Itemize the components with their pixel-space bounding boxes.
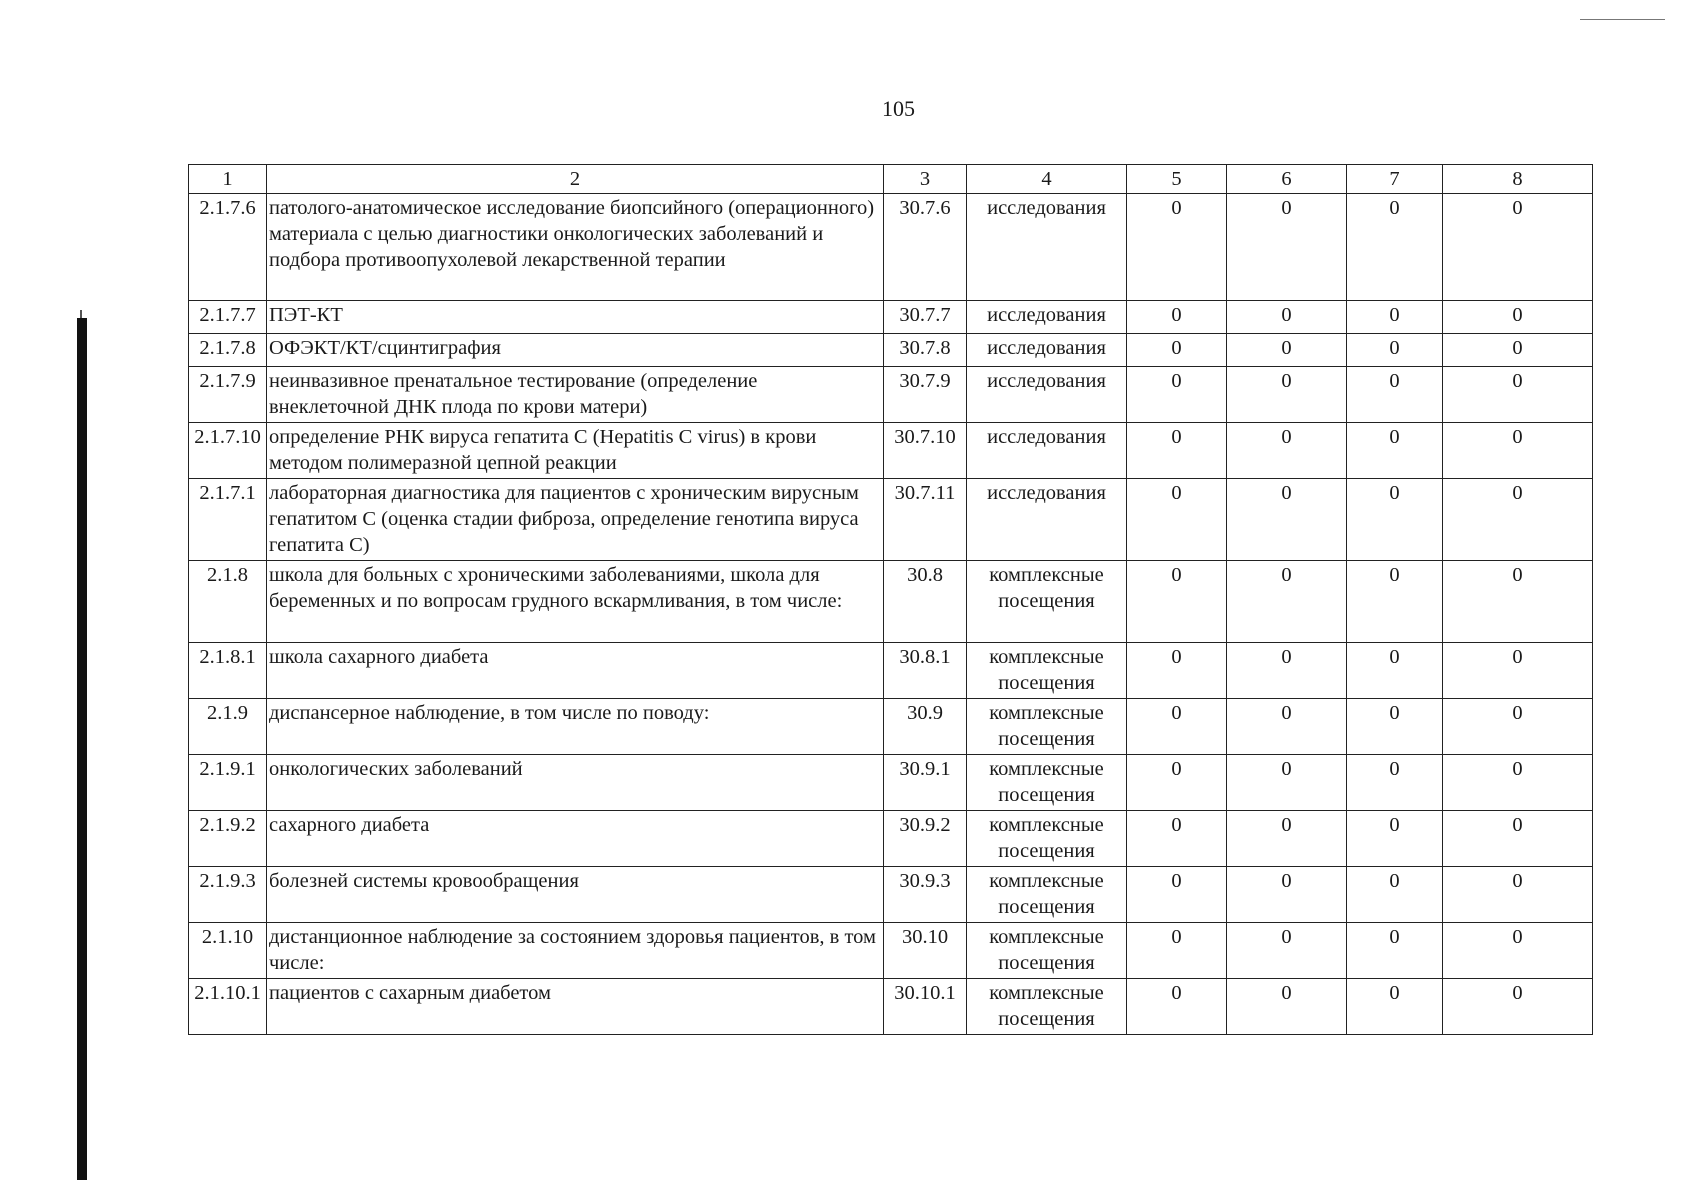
- row-value-6: 0: [1227, 923, 1347, 979]
- row-value-8: 0: [1443, 867, 1593, 923]
- table-row: [189, 301, 1593, 334]
- row-code: 30.10: [884, 923, 967, 979]
- row-value-8: 0: [1443, 423, 1593, 479]
- row-value-7: 0: [1347, 423, 1443, 479]
- row-number: 2.1.9.2: [189, 811, 267, 867]
- row-unit: исследования: [967, 367, 1127, 423]
- row-unit: комплексные посещения: [967, 755, 1127, 811]
- row-unit: исследования: [967, 194, 1127, 301]
- row-value-8: 0: [1443, 301, 1593, 334]
- row-name: школа сахарного диабета: [267, 643, 884, 699]
- row-value-8: 0: [1443, 923, 1593, 979]
- row-unit: комплексные посещения: [967, 699, 1127, 755]
- row-value-6: 0: [1227, 699, 1347, 755]
- row-value-6: 0: [1227, 479, 1347, 561]
- row-name: сахарного диабета: [267, 811, 884, 867]
- row-value-5: 0: [1127, 367, 1227, 423]
- row-unit: исследования: [967, 423, 1127, 479]
- row-name: ПЭТ-КТ: [267, 301, 884, 334]
- column-header: 2: [267, 165, 884, 194]
- row-number: 2.1.8: [189, 561, 267, 643]
- row-value-7: 0: [1347, 367, 1443, 423]
- row-value-8: 0: [1443, 479, 1593, 561]
- row-value-7: 0: [1347, 301, 1443, 334]
- row-number: 2.1.9: [189, 699, 267, 755]
- table-row: [189, 923, 1593, 979]
- row-value-8: 0: [1443, 643, 1593, 699]
- row-name: ОФЭКТ/КТ/сцинтиграфия: [267, 334, 884, 367]
- row-name: патолого-анатомическое исследование биопсийного (операционного) материала с целью диагностики онкологических заболеваний и подбора противоопухолевой лекарственной терапии: [267, 194, 884, 301]
- row-value-7: 0: [1347, 979, 1443, 1035]
- row-value-7: 0: [1347, 699, 1443, 755]
- table-row: [189, 423, 1593, 479]
- row-number: 2.1.10.1: [189, 979, 267, 1035]
- row-value-5: 0: [1127, 643, 1227, 699]
- row-value-8: 0: [1443, 699, 1593, 755]
- row-value-8: 0: [1443, 561, 1593, 643]
- row-code: 30.7.8: [884, 334, 967, 367]
- row-code: 30.7.6: [884, 194, 967, 301]
- row-value-6: 0: [1227, 367, 1347, 423]
- row-code: 30.7.9: [884, 367, 967, 423]
- row-unit: комплексные посещения: [967, 643, 1127, 699]
- row-value-6: 0: [1227, 561, 1347, 643]
- column-header: 4: [967, 165, 1127, 194]
- row-code: 30.8.1: [884, 643, 967, 699]
- row-value-8: 0: [1443, 755, 1593, 811]
- row-code: 30.7.11: [884, 479, 967, 561]
- row-number: 2.1.7.8: [189, 334, 267, 367]
- row-number: 2.1.7.1: [189, 479, 267, 561]
- row-value-5: 0: [1127, 194, 1227, 301]
- row-number: 2.1.7.6: [189, 194, 267, 301]
- row-value-6: 0: [1227, 867, 1347, 923]
- row-unit: комплексные посещения: [967, 979, 1127, 1035]
- table-row: [189, 561, 1593, 643]
- row-value-7: 0: [1347, 479, 1443, 561]
- row-unit: исследования: [967, 479, 1127, 561]
- row-name: лабораторная диагностика для пациентов с хроническим вирусным гепатитом С (оценка стадии фиброза, определение генотипа вируса гепатита С): [267, 479, 884, 561]
- row-value-7: 0: [1347, 755, 1443, 811]
- row-value-5: 0: [1127, 334, 1227, 367]
- row-name: определение РНК вируса гепатита С (Hepatitis C virus) в крови методом полимеразной цепной реакции: [267, 423, 884, 479]
- row-code: 30.7.10: [884, 423, 967, 479]
- table-row: [189, 867, 1593, 923]
- row-name: пациентов с сахарным диабетом: [267, 979, 884, 1035]
- row-name: диспансерное наблюдение, в том числе по поводу:: [267, 699, 884, 755]
- column-header: 6: [1227, 165, 1347, 194]
- row-value-7: 0: [1347, 923, 1443, 979]
- row-number: 2.1.7.7: [189, 301, 267, 334]
- row-name: болезней системы кровообращения: [267, 867, 884, 923]
- row-value-8: 0: [1443, 194, 1593, 301]
- row-code: 30.8: [884, 561, 967, 643]
- row-name: онкологических заболеваний: [267, 755, 884, 811]
- row-value-5: 0: [1127, 923, 1227, 979]
- scan-corner-mark: [1580, 19, 1665, 20]
- column-header: 7: [1347, 165, 1443, 194]
- row-code: 30.9.3: [884, 867, 967, 923]
- table-row: [189, 755, 1593, 811]
- table-row: [189, 979, 1593, 1035]
- row-value-8: 0: [1443, 334, 1593, 367]
- row-value-5: 0: [1127, 811, 1227, 867]
- row-value-5: 0: [1127, 867, 1227, 923]
- row-value-5: 0: [1127, 301, 1227, 334]
- row-value-7: 0: [1347, 811, 1443, 867]
- row-value-5: 0: [1127, 699, 1227, 755]
- scan-edge-bar: [77, 318, 87, 1180]
- row-name: неинвазивное пренатальное тестирование (определение внеклеточной ДНК плода по крови матери): [267, 367, 884, 423]
- row-name: школа для больных с хроническими заболеваниями, школа для беременных и по вопросам грудного вскармливания, в том числе:: [267, 561, 884, 643]
- row-value-7: 0: [1347, 561, 1443, 643]
- column-header: 5: [1127, 165, 1227, 194]
- row-name: дистанционное наблюдение за состоянием здоровья пациентов, в том числе:: [267, 923, 884, 979]
- row-value-7: 0: [1347, 643, 1443, 699]
- table-row: [189, 643, 1593, 699]
- row-code: 30.9.2: [884, 811, 967, 867]
- header-row: [189, 165, 1593, 194]
- row-value-8: 0: [1443, 811, 1593, 867]
- row-number: 2.1.10: [189, 923, 267, 979]
- row-value-6: 0: [1227, 194, 1347, 301]
- row-number: 2.1.7.10: [189, 423, 267, 479]
- row-value-6: 0: [1227, 979, 1347, 1035]
- table-row: [189, 334, 1593, 367]
- row-value-7: 0: [1347, 867, 1443, 923]
- row-number: 2.1.8.1: [189, 643, 267, 699]
- page-number: 105: [882, 96, 915, 121]
- row-unit: комплексные посещения: [967, 811, 1127, 867]
- row-value-5: 0: [1127, 979, 1227, 1035]
- row-unit: исследования: [967, 301, 1127, 334]
- table-row: [189, 194, 1593, 301]
- row-code: 30.7.7: [884, 301, 967, 334]
- column-header: 3: [884, 165, 967, 194]
- row-value-5: 0: [1127, 479, 1227, 561]
- row-unit: исследования: [967, 334, 1127, 367]
- row-number: 2.1.9.1: [189, 755, 267, 811]
- row-value-6: 0: [1227, 301, 1347, 334]
- row-value-6: 0: [1227, 423, 1347, 479]
- row-code: 30.9.1: [884, 755, 967, 811]
- row-value-7: 0: [1347, 194, 1443, 301]
- row-value-7: 0: [1347, 334, 1443, 367]
- row-value-5: 0: [1127, 423, 1227, 479]
- row-code: 30.10.1: [884, 979, 967, 1035]
- column-header: 8: [1443, 165, 1593, 194]
- row-number: 2.1.9.3: [189, 867, 267, 923]
- row-value-6: 0: [1227, 755, 1347, 811]
- row-value-6: 0: [1227, 643, 1347, 699]
- table-row: [189, 811, 1593, 867]
- row-unit: комплексные посещения: [967, 923, 1127, 979]
- data-table: [188, 164, 1593, 1035]
- row-unit: комплексные посещения: [967, 561, 1127, 643]
- row-value-6: 0: [1227, 811, 1347, 867]
- column-header: 1: [189, 165, 267, 194]
- row-number: 2.1.7.9: [189, 367, 267, 423]
- row-value-5: 0: [1127, 755, 1227, 811]
- row-unit: комплексные посещения: [967, 867, 1127, 923]
- table-row: [189, 479, 1593, 561]
- table-row: [189, 367, 1593, 423]
- row-value-8: 0: [1443, 979, 1593, 1035]
- table-row: [189, 699, 1593, 755]
- row-code: 30.9: [884, 699, 967, 755]
- row-value-5: 0: [1127, 561, 1227, 643]
- row-value-6: 0: [1227, 334, 1347, 367]
- row-value-8: 0: [1443, 367, 1593, 423]
